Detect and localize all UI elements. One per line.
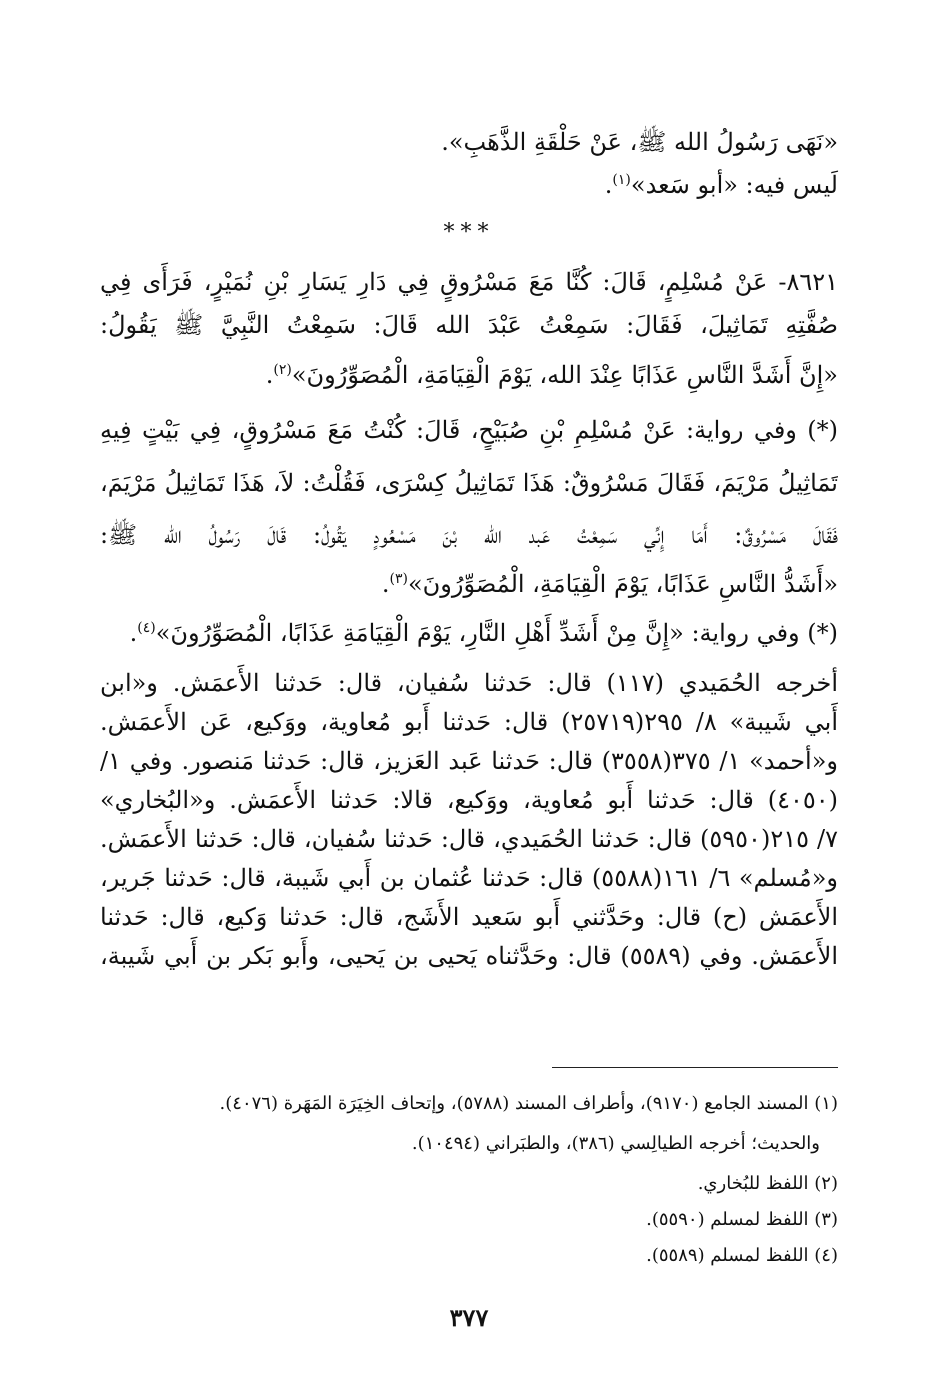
hadith-text-line: «إِنَّ أَشَدَّ النَّاسِ عَذَابًا عِنْدَ الله، يَوْمَ الْقِيَامَةِ، الْمُصَوِّرُونَ»$^{(٢)}$. bbox=[265, 361, 838, 389]
takhrij-line: الأَعمَش (ح) قال: وحَدَّثني أَبو سَعيد الأَشَج، قال: حَدثنا وَكيع، قال: حَدثنا bbox=[100, 903, 838, 931]
takhrij-line: و«مُسلم» ٦/ ١٦١(٥٥٨٨) قال: حَدثنا عُثمان بن أَبي شَيبة، قال: حَدثنا جَرير، bbox=[100, 864, 838, 892]
footnote-1-cont: والحديث؛ أخرجه الطيالِسي (٣٨٦)، والطبَراني (١٠٤٩٤). bbox=[411, 1133, 820, 1154]
footnote-1: (١) المسند الجامع (٩١٧٠)، وأطراف المسند (٥٧٨٨)، وإتحاف الخِيَرَة المَهَرة (٤٠٧٦). bbox=[219, 1093, 838, 1114]
narration-line: تَمَاثِيلُ مَرْيَمَ، فَقَالَ مَسْرُوقٌ: هَذَا تَمَاثِيلُ كِسْرَى، فَقُلْتُ: لاَ، هَذَا تَمَاثِيلُ مَرْيَمَ، bbox=[100, 469, 838, 497]
takhrij-line: (٤٠٥٠) قال: حَدثنا أَبو مُعاوية، ووَكيع، قالا: حَدثنا الأَعمَش. و«البُخاري» bbox=[100, 786, 838, 814]
footnote-4: (٤) اللفظ لمسلم (٥٥٨٩). bbox=[646, 1245, 838, 1266]
footnote-marker: (٢) bbox=[273, 362, 292, 378]
note-line: لَيس فيه: «أبو سَعد»$^{(١)}$. bbox=[604, 171, 838, 199]
hadith-line: صُفَّتِهِ تَمَاثِيلَ، فَقَالَ: سَمِعْتُ عَبْدَ الله قَالَ: سَمِعْتُ النَّبِيَّ ﷺ يَقُولُ: bbox=[100, 311, 838, 339]
hadith-line: ٨٦٢١- عَنْ مُسْلِمٍ، قَالَ: كُنَّا مَعَ مَسْرُوقٍ فِي دَارِ يَسَارِ بْنِ نُمَيْرٍ، فَرَأَى فِي bbox=[100, 268, 838, 296]
takhrij-line: و«أحمد» ١/ ٣٧٥(٣٥٥٨) قال: حَدثنا عَبد العَزيز، قال: حَدثنا مَنصور. وفي ١/ bbox=[100, 747, 838, 775]
narration-line: فَقَالَ مَسْرُوقٌ: أَمَا إِنِّي سَمِعْتُ عَبد الله بْنَ مَسْعُودٍ يَقُولُ: قَالَ رَسُولُ الله ﷺ: bbox=[100, 521, 838, 549]
takhrij-line: الأَعمَش. وفي (٥٥٨٩) قال: وحَدَّثناه يَحيى بن يَحيى، وأَبو بَكر بن أَبي شَيبة، bbox=[100, 942, 838, 970]
narration-line: (*) وفي رواية: عَنْ مُسْلِمِ بْنِ صُبَيْحٍ، قَالَ: كُنْتُ مَعَ مَسْرُوقٍ، فِي بَيْتٍ فِيهِ bbox=[100, 416, 838, 444]
section-separator: *** bbox=[443, 220, 495, 245]
takhrij-line: أخرجه الحُمَيدي (١١٧) قال: حَدثنا سُفيان، قال: حَدثنا الأَعمَش. و«ابن bbox=[100, 669, 838, 697]
narration-line: (*) وفي رواية: «إِنَّ مِنْ أَشَدِّ أَهْلِ النَّارِ، يَوْمَ الْقِيَامَةِ عَذَابًا، الْمُصَوِّرُونَ»$^{(٤)}$. bbox=[129, 619, 838, 647]
footnote-3: (٣) اللفظ لمسلم (٥٥٩٠). bbox=[646, 1209, 838, 1230]
page-number: ٣٧٧ bbox=[449, 1303, 489, 1332]
footnote-divider bbox=[552, 1067, 838, 1068]
hadith-text-line: «أَشَدُّ النَّاسِ عَذَابًا، يَوْمَ الْقِيَامَةِ، الْمُصَوِّرُونَ»$^{(٣)}$. bbox=[381, 570, 838, 598]
takhrij-line: ٧/ ٢١٥(٥٩٥٠) قال: حَدثنا الحُمَيدي، قال: حَدثنا سُفيان، قال: حَدثنا الأَعمَش. bbox=[100, 825, 838, 853]
hadith-text-line: «نَهَى رَسُولُ الله ﷺ، عَنْ حَلْقَةِ الذَّهَبِ». bbox=[441, 128, 838, 156]
footnote-marker: (٤) bbox=[137, 620, 156, 636]
takhrij-line: أَبي شَيبة» ٨/ ٢٩٥(٢٥٧١٩) قال: حَدثنا أَبو مُعاوية، ووَكيع، عَن الأَعمَش. bbox=[100, 708, 838, 736]
footnote-2: (٢) اللفظ للبُخاري. bbox=[697, 1173, 838, 1194]
footnote-marker: (٣) bbox=[389, 571, 408, 587]
footnote-marker: (١) bbox=[612, 172, 631, 188]
